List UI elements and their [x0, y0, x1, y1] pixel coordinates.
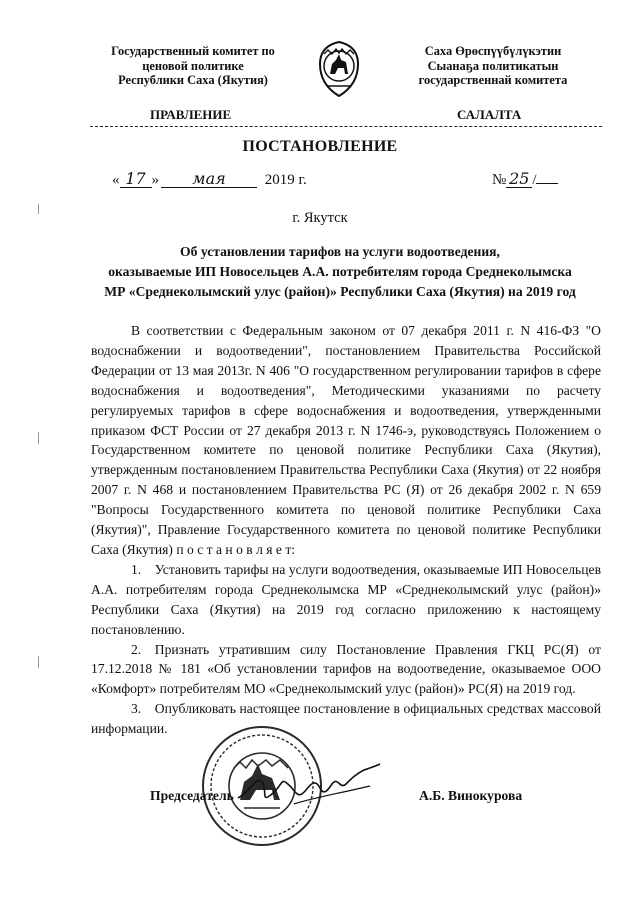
signer-title: Председатель: [150, 788, 234, 803]
date-day: 17: [120, 171, 152, 188]
document-title: ПОСТАНОВЛЕНИЕ: [242, 138, 398, 155]
header-left-line: Республики Саха (Якутия): [118, 73, 268, 88]
document-number: [492, 171, 558, 189]
heading-line: оказываемые ИП Новосельцев А.А. потребителям города Среднеколымска: [108, 264, 572, 279]
document-heading: [60, 242, 620, 302]
heading-line: МР «Среднеколымский улус (район)» Республики Саха (Якутия) на 2019 год: [104, 284, 576, 299]
date-close-quote: »: [151, 172, 159, 188]
header-right: [388, 44, 598, 88]
header-right-line: Сыанаҕа политикатын: [427, 58, 559, 73]
number-blank: [536, 183, 558, 184]
header-right-sub: САЛАЛТА: [457, 107, 522, 122]
document-date: [112, 171, 307, 189]
date-open-quote: «: [112, 172, 120, 188]
scan-edge-mark: [38, 656, 39, 668]
header-left: [88, 44, 298, 88]
document-body: [91, 321, 601, 739]
heading-line: Об установлении тарифов на услуги водоотведения,: [180, 244, 500, 259]
resolution-item-2: 2. Признать утратившим силу Постановление Правления ГКЦ РС(Я) от 17.12.2018 № 181 «Об установлении тарифов на водоотведение, оказываемое ООО «Комфорт» потребителям МО «Среднеколымский улус (район)» РС(Я) на 2019 год.: [91, 641, 601, 697]
number-value: 25: [506, 171, 532, 188]
preamble-paragraph: В соответствии с Федеральным законом от 07 декабря 2011 г. N 416-ФЗ "О водоснабжении и водоотведении", постановлением Правительства Российской Федерации от 13 мая 2013г. N 406 "О государственном регулировании тарифов в сфере водоснабжения и водоотведения", Методическими указаниями по расчету регулируемых тарифов в сфере водоснабжения и водоотведения, утвержденными приказом ФСТ России от 27 декабря 2013 г. N 1746-э, руководствуясь Положением о Государственном комитете по ценовой политике Республики Саха (Якутия), утвержденным постановлением Правительства Республики Саха (Якутия) от 22 ноября 2007 г. N 468 и постановлением Правительства РС (Я) от 26 декабря 2002 г. N 659 "Вопросы Государственного комитета по ценовой политике Республики Саха (Якутия)", Правление Государственного комитета по ценовой политике Республики Саха (Якутия) п о с т а н о в л я е т:: [91, 323, 601, 557]
number-suffix: /: [532, 172, 537, 188]
header-right-line: государственнай комитета: [418, 73, 568, 88]
date-month: мая: [161, 171, 257, 188]
number-label: №: [492, 172, 507, 188]
header-left-sub: ПРАВЛЕНИЕ: [150, 107, 232, 122]
resolution-item-3: 3. Опубликовать настоящее постановление в официальных средствах массовой информации.: [91, 701, 601, 737]
resolution-item-1: 1. Установить тарифы на услуги водоотведения, оказываемые ИП Новосельцев А.А. потребителям города Среднеколымска МР «Среднеколымский улус (район)» Республики Саха (Якутия) на 2019 год согласно приложению к настоящему постановлению.: [91, 561, 601, 637]
handwritten-signature: [232, 760, 382, 812]
header-left-line: ценовой политике: [142, 58, 244, 73]
date-year: 2019 г.: [264, 172, 307, 188]
header-divider: [90, 126, 602, 127]
coat-of-arms-emblem: [316, 40, 362, 98]
scan-edge-mark: [38, 432, 39, 444]
signer-name: А.Б. Винокурова: [419, 788, 523, 803]
header-right-line: Саха Өрөспүүбүлүкэтин: [424, 44, 562, 58]
header-left-line: Государственный комитет по: [111, 44, 275, 58]
document-city: г. Якутск: [292, 210, 348, 226]
